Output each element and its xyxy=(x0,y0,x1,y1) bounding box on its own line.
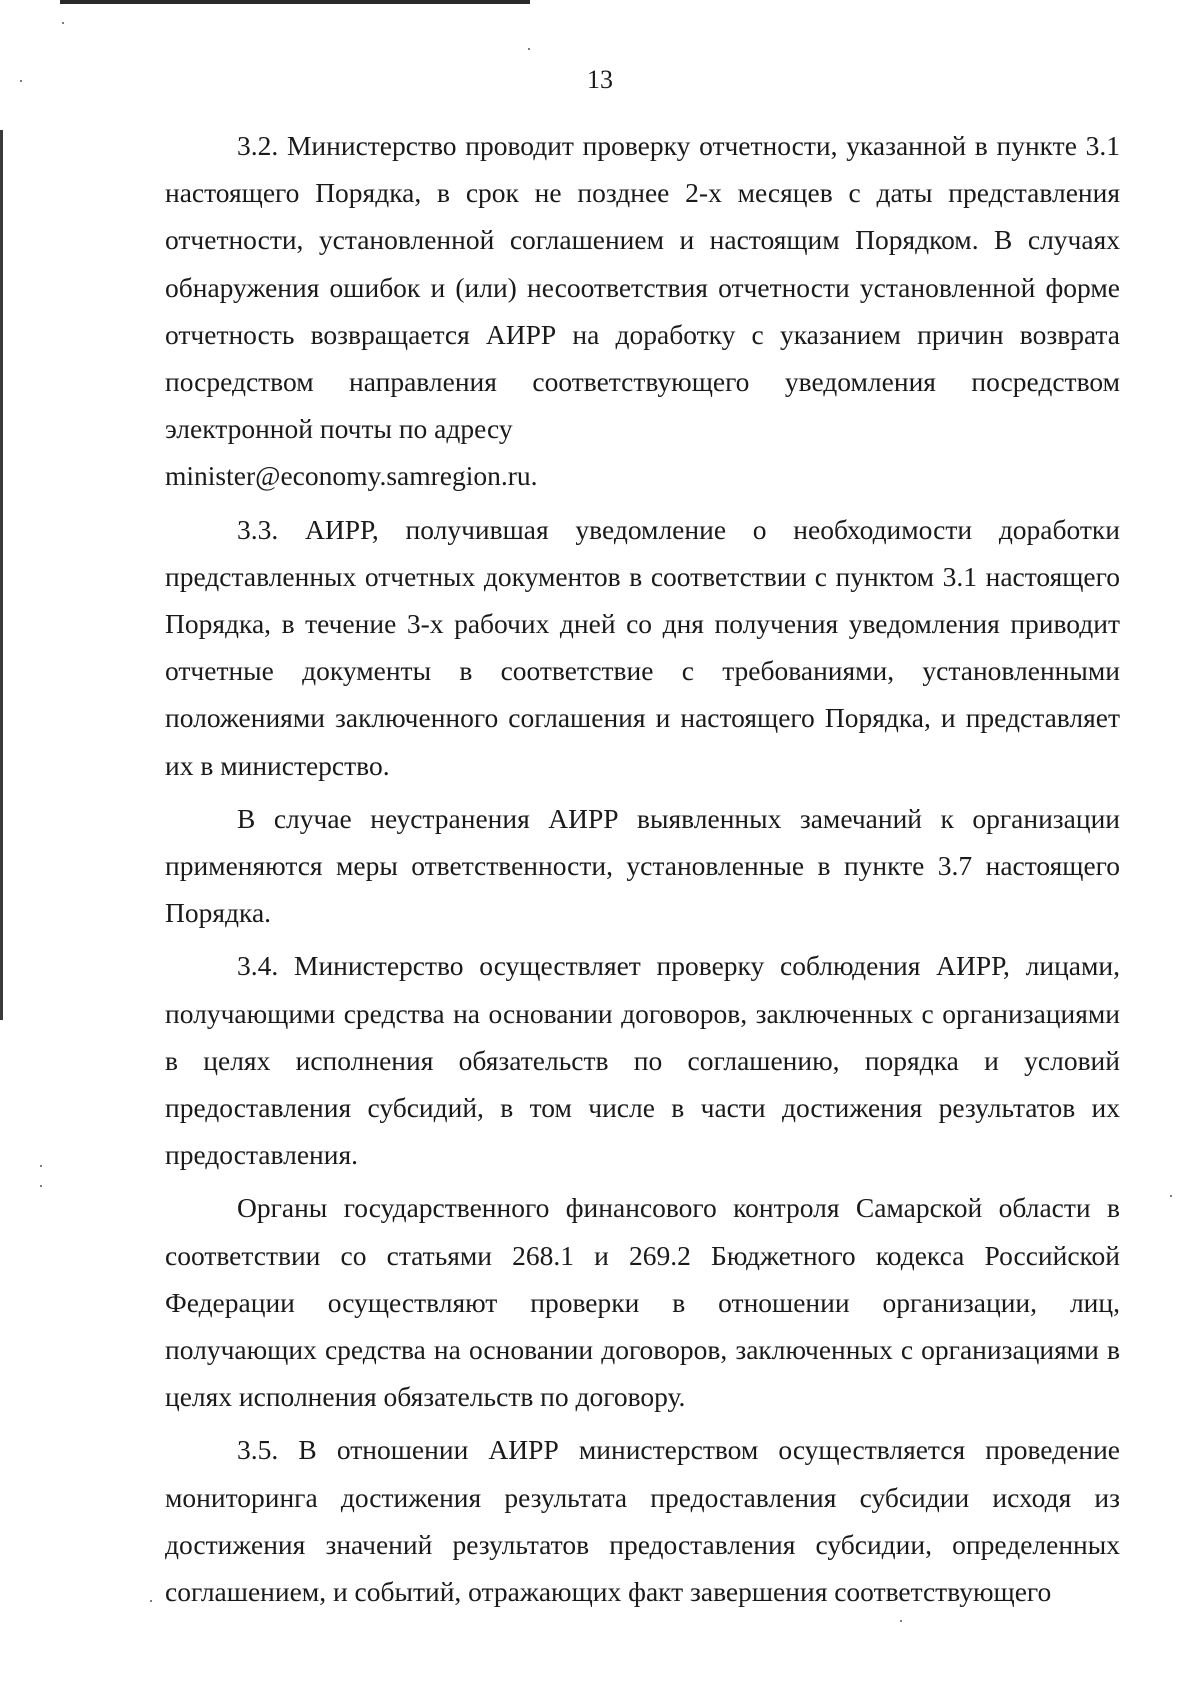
paragraph-3-4-continuation: Органы государственного финансового контроля Самарской области в соответствии со статьями 268.1 и 269.2 Бюджетного кодекса Российской Федерации осуществляют проверки в отношении организации, лиц, получающих средства на основании договоров, заключенных с организациями в целях исполнения обязательств по договору. xyxy=(165,1192,1120,1413)
scan-speck xyxy=(40,1185,42,1187)
scan-speck xyxy=(150,1600,152,1602)
paragraph-3-4: 3.4. Министерство осуществляет проверку соблюдения АИРР, лицами, получающими средства на основании договоров, заключенных с организациями в целях исполнения обязательств по соглашению, порядка и условий предоставления субсидий, в том числе в части достижения результатов их предоставления. xyxy=(165,950,1120,1171)
email-address: minister@economy.samregion.ru. xyxy=(165,460,538,492)
page-number: 13 xyxy=(587,65,613,94)
scan-edge-top xyxy=(60,0,530,4)
scan-speck xyxy=(40,1165,42,1167)
scan-speck xyxy=(1170,1195,1172,1197)
scan-speck xyxy=(62,22,64,24)
paragraph-3-3: 3.3. АИРР, получившая уведомление о необходимости доработки представленных отчетных документов в соответствии с пунктом 3.1 настоящего Порядка, в течение 3-х рабочих дней со дня получения уведомления приводит отчетные документы в соответствие с требованиями, установленными положениями заключенного соглашения и настоящего Порядка, и представляет их в министерство. xyxy=(165,513,1120,781)
paragraph-3-5: 3.5. В отношении АИРР министерством осуществляется проведение мониторинга достижения результата предоставления субсидии исходя из достижения значений результатов предоставления субсидии, определенных соглашением, и событий, отражающих факт завершения соответствующего xyxy=(165,1434,1120,1608)
scan-speck xyxy=(528,48,530,50)
scan-speck xyxy=(900,1620,902,1622)
document-body xyxy=(165,122,1120,1615)
paragraph-3-3-continuation: В случае неустранения АИРР выявленных замечаний к организации применяются меры ответственности, установленные в пункте 3.7 настоящего Порядка. xyxy=(165,802,1120,929)
scan-edge-left xyxy=(0,130,3,1020)
paragraph-3-2: 3.2. Министерство проводит проверку отчетности, указанной в пункте 3.1 настоящего Порядка, в срок не позднее 2-х месяцев с даты представления отчетности, установленной соглашением и настоящим Порядком. В случаях обнаружения ошибок и (или) несоответствия отчетности установленной форме отчетность возвращается АИРР на доработку с указанием причин возврата посредством направления соответствующего уведомления посредством электронной почты по адресу xyxy=(165,130,1120,445)
